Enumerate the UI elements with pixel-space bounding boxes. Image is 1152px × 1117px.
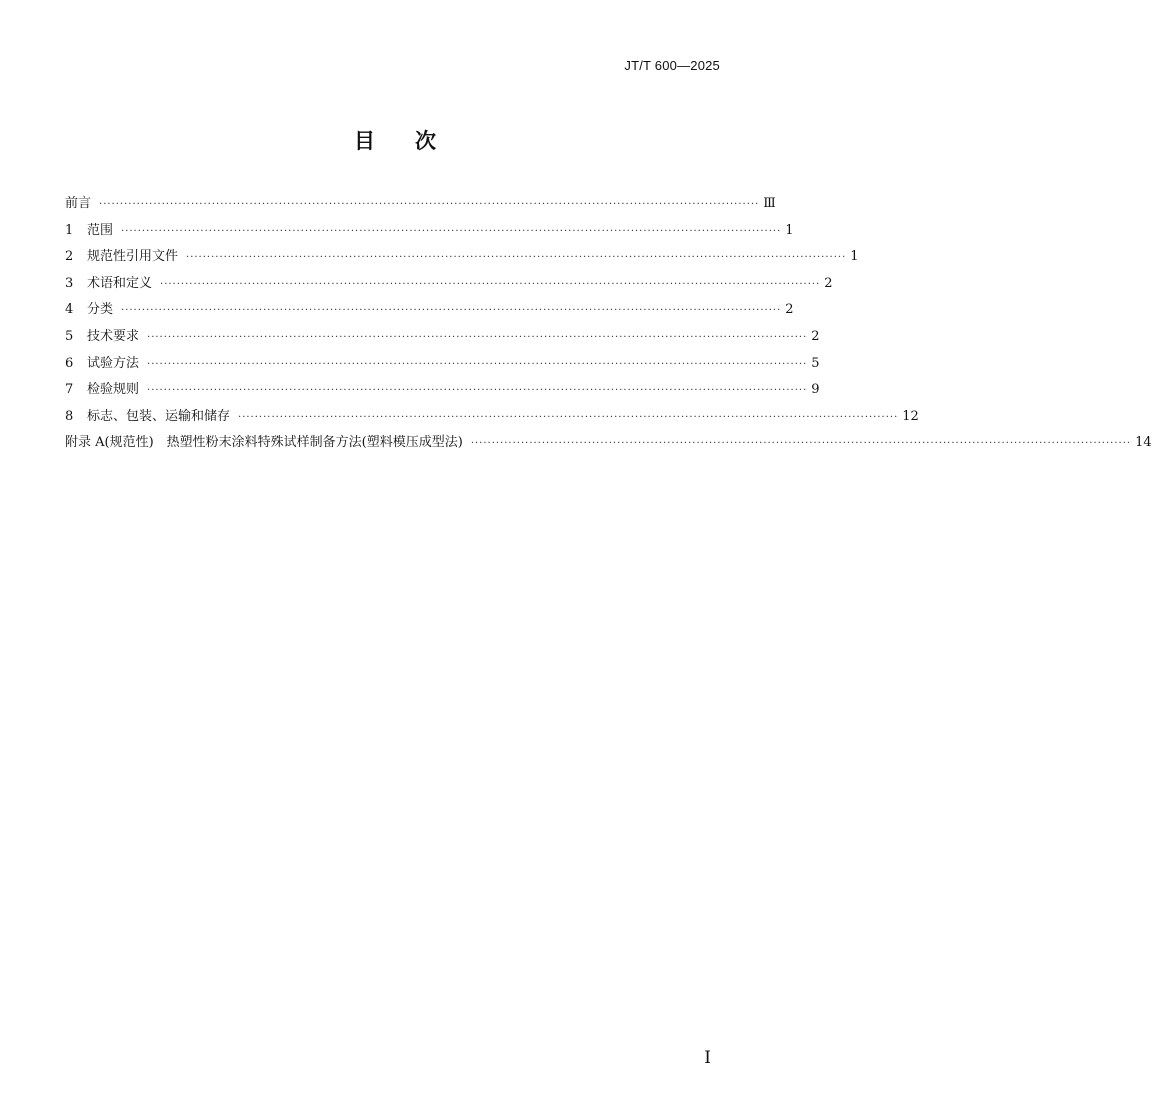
toc-entry-page: 2 — [824, 275, 833, 291]
toc-entry-number: 1 — [65, 222, 74, 238]
toc-entry-number: 2 — [65, 249, 74, 265]
toc-dot-leader: ······························································································································································ — [99, 199, 760, 210]
toc-dot-leader: ······························································································································································ — [147, 331, 808, 343]
toc-dot-leader: ······························································································································································ — [147, 385, 808, 397]
toc-entry-technical-requirements[interactable] — [65, 325, 820, 352]
toc-dot-leader: ······························································································································································ — [160, 278, 821, 290]
toc-entry-label: 附录 A(规范性) 热塑性粉末涂料特殊试样制备方法(塑料模压成型法) — [65, 435, 463, 451]
toc-entry-page: 5 — [811, 355, 820, 371]
toc-entry-page: 1 — [785, 222, 794, 238]
toc-entry-number: 3 — [65, 275, 74, 291]
toc-entry-number: 5 — [65, 328, 74, 344]
toc-entry-normative-references[interactable] — [65, 245, 859, 272]
toc-entry-classification[interactable] — [65, 298, 794, 325]
toc-entry-label: 术语和定义 — [87, 275, 153, 291]
toc-entry-page: 2 — [785, 302, 794, 318]
page-number: I — [704, 1048, 711, 1068]
toc-entry-label: 分类 — [87, 302, 114, 318]
toc-entry-label: 前言 — [65, 196, 92, 211]
toc-entry-page: 12 — [902, 408, 919, 424]
toc-dot-leader: ······························································································································································ — [121, 225, 782, 237]
toc-entry-annex-a[interactable] — [65, 431, 1152, 458]
toc-entry-scope[interactable] — [65, 219, 794, 246]
toc-entry-test-methods[interactable] — [65, 352, 820, 379]
toc-dot-leader: ······························································································································································ — [121, 305, 782, 317]
toc-entry-label: 标志、包装、运输和储存 — [87, 408, 231, 424]
toc-entry-number: 8 — [65, 408, 74, 424]
toc-entry-label: 检验规则 — [87, 382, 140, 398]
toc-dot-leader: ······························································································································································ — [470, 438, 1132, 450]
page-title: 目次 — [354, 129, 476, 153]
toc-entry-marking-packaging[interactable] — [65, 405, 919, 432]
toc-entry-inspection-rules[interactable] — [65, 378, 820, 405]
toc-entry-number: 4 — [65, 302, 74, 318]
toc-entry-number: 6 — [65, 355, 74, 371]
toc-entry-preface[interactable] — [65, 192, 776, 219]
toc-entry-page: Ⅲ — [763, 196, 776, 211]
toc-entry-page: 2 — [811, 328, 820, 344]
toc-entry-label: 规范性引用文件 — [87, 249, 179, 265]
toc-entry-page: 14 — [1135, 435, 1152, 451]
toc-dot-leader: ······························································································································································ — [186, 252, 847, 264]
toc-entry-terms-definitions[interactable] — [65, 272, 833, 299]
toc-entry-page: 1 — [850, 249, 859, 265]
toc-entry-label: 试验方法 — [87, 355, 140, 371]
toc-dot-leader: ······························································································································································ — [238, 411, 899, 423]
toc-entry-number: 7 — [65, 382, 74, 398]
toc-entry-label: 技术要求 — [87, 328, 140, 344]
standard-code: JT/T 600—2025 — [624, 58, 720, 73]
toc-entry-page: 9 — [811, 382, 820, 398]
table-of-contents — [65, 192, 1152, 458]
toc-entry-label: 范围 — [87, 222, 114, 238]
toc-dot-leader: ······························································································································································ — [147, 358, 808, 370]
